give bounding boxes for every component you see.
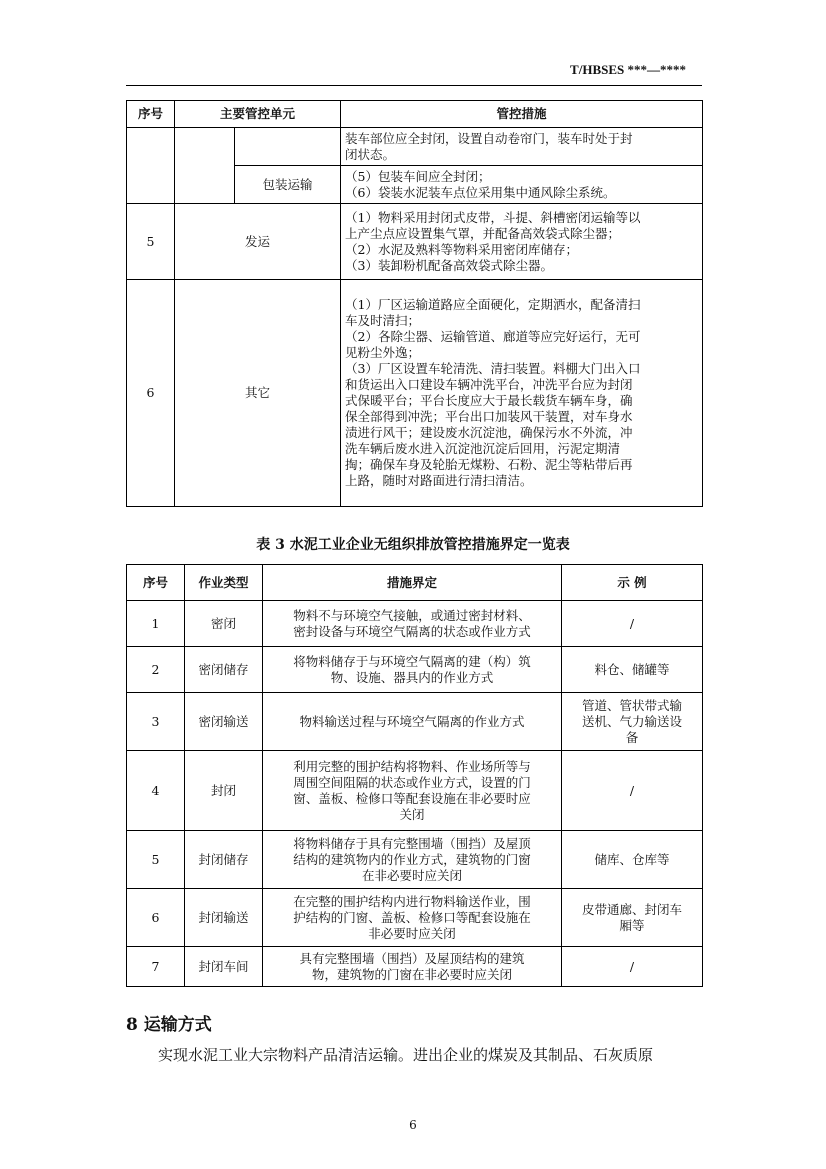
row-example	[562, 751, 703, 831]
measure-line: 装车部位应全封闭，设置自动卷帘门，装车时处于封	[345, 130, 633, 146]
measure-line: 渍进行风干；建设废水沉淀池，确保污水不外流，冲	[345, 425, 633, 440]
measure-line: 保全部得到冲洗；平台出口加装风干装置，对车身水	[345, 409, 633, 424]
row-definition	[263, 647, 562, 693]
definition-line: 关闭	[399, 806, 425, 822]
row-no: 5	[127, 204, 175, 280]
measure-line: （3）厂区设置车轮清洗、清扫装置。料棚大门出入口	[345, 361, 641, 376]
measure-line: 上产尘点应设置集气罩，并配备高效袋式除尘器；	[345, 225, 621, 241]
definition-line: 物、设施、器具内的作业方式	[330, 669, 494, 685]
row-type: 密闭储存	[185, 647, 263, 693]
definition-line: 周围空间阻隔的状态或作业方式，设置的门	[293, 774, 531, 790]
col-header-type: 作业类型	[185, 565, 263, 601]
table-row	[127, 831, 703, 889]
table-row	[127, 280, 703, 507]
row-unit-cell	[175, 128, 235, 204]
row-definition	[263, 601, 562, 647]
table-row	[127, 204, 703, 280]
row-type: 封闭储存	[185, 831, 263, 889]
measure-cell	[341, 166, 703, 204]
row-no: 1	[127, 601, 185, 647]
row-type: 封闭	[185, 751, 263, 831]
example-line: 送机、气力输送设	[581, 713, 682, 729]
table-row	[127, 693, 703, 751]
definition-line: 物，建筑物的门窗在非必要时应关闭	[311, 966, 512, 982]
row-definition	[263, 693, 562, 751]
row-type: 密闭	[185, 601, 263, 647]
measure-line: （1）厂区运输道路应全面硬化，定期洒水，配备清扫	[345, 297, 641, 312]
measure-line: （6）袋装水泥装车点位采用集中通风除尘系统。	[345, 184, 616, 200]
measure-line: 和货运出入口建设车辆冲洗平台，冲洗平台应为封闭	[345, 377, 633, 392]
measure-cell	[341, 280, 703, 507]
row-type: 密闭输送	[185, 693, 263, 751]
row-example	[562, 647, 703, 693]
row-type: 封闭车间	[185, 947, 263, 987]
measure-cell	[341, 128, 703, 166]
measure-line: 洗车辆后废水进入沉淀池沉淀后回用，污泥定期清	[345, 441, 621, 456]
page-number: 6	[409, 1118, 417, 1132]
row-type: 封闭输送	[185, 889, 263, 947]
table-header-row	[127, 101, 703, 128]
measure-line: （3）装卸粉机配备高效袋式除尘器。	[345, 257, 553, 273]
row-example	[562, 601, 703, 647]
example-line: 储库、仓库等	[594, 851, 670, 867]
row-no: 5	[127, 831, 185, 889]
table-row	[127, 751, 703, 831]
measure-definition-table	[126, 564, 703, 987]
table-row	[127, 647, 703, 693]
subunit-label: 包装运输	[235, 166, 341, 204]
definition-line: 利用完整的围护结构将物料、作业场所等与	[293, 758, 531, 774]
measure-line: 见粉尘外逸；	[345, 345, 421, 360]
example-line: 皮带通廊、封闭车	[581, 901, 682, 917]
row-definition	[263, 947, 562, 987]
measure-line: （2）水泥及熟料等物料采用密闭库储存；	[345, 241, 578, 257]
row-example	[562, 693, 703, 751]
example-line: 管道、管状带式输	[581, 697, 682, 713]
definition-line: 物料不与环境空气接触，或通过密封材料、	[293, 607, 531, 623]
definition-line: 结构的建筑物内的作业方式，建筑物的门窗	[293, 851, 531, 867]
definition-line: 在非必要时应关闭	[361, 867, 462, 883]
example-line: /	[629, 782, 635, 798]
table-caption: 表 3 水泥工业企业无组织排放管控措施界定一览表	[256, 537, 570, 553]
row-no: 3	[127, 693, 185, 751]
measure-line: 闭状态。	[345, 146, 396, 162]
measure-cell	[341, 204, 703, 280]
table-row	[127, 128, 703, 166]
row-example	[562, 889, 703, 947]
definition-line: 密封设备与环境空气隔离的状态或作业方式	[293, 623, 531, 639]
row-no: 4	[127, 751, 185, 831]
table-row	[127, 947, 703, 987]
definition-line: 物料输送过程与环境空气隔离的作业方式	[299, 713, 525, 729]
definition-line: 将物料储存于具有完整围墙（围挡）及屋顶	[293, 835, 531, 851]
measure-line: （5）包装车间应全封闭；	[345, 168, 491, 184]
section-heading: 8 运输方式	[126, 1015, 212, 1035]
row-subunit-cell	[235, 128, 341, 166]
definition-line: 窗、盖板、检修口等配套设施在非必要时应	[293, 790, 531, 806]
col-header-definition: 措施界定	[263, 565, 562, 601]
measure-line: 掏；确保车身及轮胎无煤粉、石粉、泥尘等粘带后再	[345, 457, 633, 472]
table-row	[127, 601, 703, 647]
col-header-no: 序号	[127, 565, 185, 601]
example-line: /	[629, 958, 635, 974]
row-example	[562, 947, 703, 987]
row-no-cell	[127, 128, 175, 204]
example-line: 料仓、储罐等	[594, 661, 670, 677]
row-unit: 发运	[175, 204, 341, 280]
measure-line: 车及时清扫；	[345, 313, 421, 328]
row-no: 2	[127, 647, 185, 693]
definition-line: 具有完整围墙（围挡）及屋顶结构的建筑	[299, 950, 525, 966]
body-paragraph: 实现水泥工业大宗物料产品清洁运输。进出企业的煤炭及其制品、石灰质原	[158, 1046, 654, 1064]
col-header-measures: 管控措施	[341, 101, 703, 128]
definition-line: 将物料储存于与环境空气隔离的建（构）筑	[293, 653, 531, 669]
table-row	[127, 889, 703, 947]
row-no: 7	[127, 947, 185, 987]
row-definition	[263, 831, 562, 889]
example-line: 厢等	[619, 917, 645, 933]
measure-line: 上路，随时对路面进行清扫清洁。	[345, 473, 533, 488]
example-line: 备	[625, 729, 639, 745]
measure-line: （2）各除尘器、运输管道、廊道等应完好运行，无可	[345, 329, 641, 344]
col-header-no: 序号	[127, 101, 175, 128]
row-no: 6	[127, 280, 175, 507]
col-header-unit: 主要管控单元	[175, 101, 341, 128]
control-measures-table	[126, 100, 703, 507]
document-code: T/HBSES ***—****	[570, 62, 686, 77]
col-header-example: 示 例	[562, 565, 703, 601]
definition-line: 护结构的门窗、盖板、检修口等配套设施在	[293, 909, 531, 925]
definition-line: 在完整的围护结构内进行物料输送作业，围	[293, 893, 531, 909]
definition-line: 非必要时应关闭	[368, 925, 456, 941]
row-definition	[263, 751, 562, 831]
example-line: /	[629, 615, 635, 631]
row-no: 6	[127, 889, 185, 947]
measure-line: 式保暖平台；平台长度应大于最长载货车辆车身，确	[345, 393, 633, 408]
row-example	[562, 831, 703, 889]
row-unit: 其它	[175, 280, 341, 507]
table-header-row	[127, 565, 703, 601]
measure-line: （1）物料采用封闭式皮带，斗提、斜槽密闭运输等以	[345, 209, 641, 225]
row-definition	[263, 889, 562, 947]
header-rule	[126, 85, 702, 86]
